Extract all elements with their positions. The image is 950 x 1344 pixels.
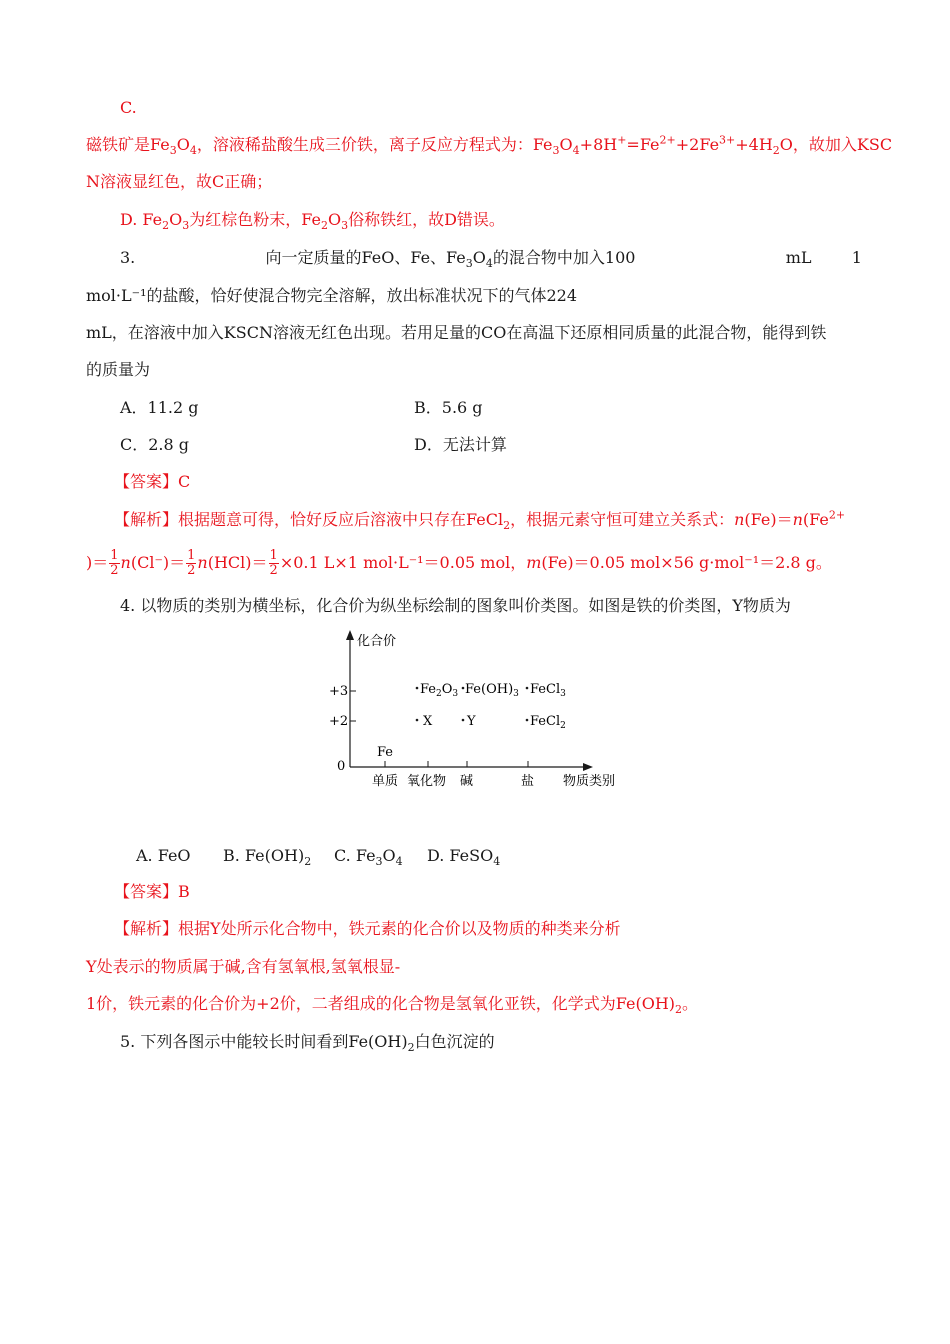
q3-option-b: B．5.6 g [414, 398, 483, 417]
iron-valence-chart [325, 625, 625, 800]
x-tick-label: 单质 [372, 774, 399, 789]
q3-stem-line4: 的质量为 [86, 360, 151, 379]
x-axis-label: 物质类别 [563, 774, 616, 789]
point-y: Y [467, 714, 476, 729]
q4-option-a: A. FeO [136, 846, 191, 865]
fraction-half: $\frac{1}{2}$ [110, 548, 119, 578]
point-marker [462, 687, 465, 690]
x-tick-label: 碱 [460, 774, 474, 789]
q2-c-explanation-line2: N溶液显红色，故C正确； [86, 172, 273, 191]
q4-answer: 【答案】B [114, 882, 190, 901]
y-axis-label: 化合价 [357, 634, 397, 649]
q3-number: 3. [120, 248, 136, 267]
q3-explanation-line2: )＝ $\frac{1}{2}$ n(Cl⁻)＝ $\frac{1}{2}$ n(HCl)＝ $\frac{1}{2}$ ×0.1 L×1 mol·L⁻¹＝0.05 mol，m(Fe)＝0.05 mol×56 g·mol⁻¹＝2.8 g。 [86, 548, 832, 578]
point-fecl3: FeCl$_3$ [530, 682, 566, 699]
y-axis-arrow [346, 630, 354, 640]
q3-stem-line1: 3. 向一定质量的FeO、Fe、$Fe_3O_4$的混合物中加入100 mL 1 [120, 248, 862, 271]
point-fecl2: FeCl$_2$ [530, 714, 566, 731]
point-marker [416, 687, 419, 690]
q2-d-explanation: D. $Fe_2O_3$为红棕色粉末，$Fe_2O_3$俗称铁红，故D错误。 [120, 210, 505, 233]
point-marker [416, 719, 419, 722]
q3-option-c: C．2.8 g [120, 435, 190, 454]
q4-option-d: D. FeSO$_4$ [427, 846, 501, 869]
q3-option-d: D．无法计算 [414, 435, 507, 454]
x-axis-arrow [583, 763, 593, 771]
q2-c-label: C. [120, 98, 137, 117]
q4-stem: 4. 以物质的类别为横坐标，化合价为纵坐标绘制的图象叫价类图。如图是铁的价类图，Y物质为 [120, 596, 791, 615]
q5-stem: 5. 下列各图示中能较长时间看到$Fe(OH)_2$白色沉淀的 [120, 1032, 495, 1055]
q2-c-explanation-line1: 磁铁矿是$Fe_3O_4$，溶液稀盐酸生成三价铁，离子反应方程式为：$Fe_3O_4+8H^+=Fe^{2+}+2Fe^{3+}+4H_2O$，故加入KSC [86, 133, 893, 158]
q4-option-c: C. $Fe_3O_4$ [334, 846, 403, 869]
q3-option-a: A．11.2 g [120, 398, 199, 417]
point-x: X [423, 714, 433, 729]
fraction-half: $\frac{1}{2}$ [187, 548, 196, 578]
q4-explanation-line1: 【解析】根据Y处所示化合物中，铁元素的化合价以及物质的种类来分析 [114, 919, 621, 938]
point-marker [526, 719, 529, 722]
y-tick-label: +3 [329, 684, 349, 699]
q3-explanation-line1: 【解析】根据题意可得，恰好反应后溶液中只存在FeCl$_2$，根据元素守恒可建立关系式：$n(Fe)=n(Fe^{2+}$ [114, 508, 846, 533]
point-marker [462, 719, 465, 722]
q4-explanation-line3: 1价，铁元素的化合价为+2价，二者组成的化合物是氢氧化亚铁，化学式为$Fe(OH)_2$。 [86, 994, 699, 1017]
q3-stem-line3: mL，在溶液中加入KSCN溶液无红色出现。若用足量的CO在高温下还原相同质量的此混合物，能得到铁 [86, 323, 827, 342]
q4-explanation-line2: Y处表示的物质属于碱,含有氢氧根,氢氧根显- [86, 957, 401, 976]
point-marker [526, 687, 529, 690]
q3-answer: 【答案】C [114, 472, 191, 491]
y-tick-label: +2 [329, 714, 349, 729]
fraction-half: $\frac{1}{2}$ [269, 548, 278, 578]
q4-option-b: B. $Fe(OH)_2$ [223, 846, 312, 869]
point-fe2o3: $Fe_2O_3$ [420, 682, 459, 699]
q3-stem-line2: mol·L⁻¹的盐酸，恰好使混合物完全溶解，放出标准状况下的气体224 [86, 286, 578, 305]
point-feoh3: $Fe(OH)_3$ [465, 682, 519, 699]
x-tick-label: 氧化物 [407, 774, 447, 789]
y-tick-label: 0 [337, 759, 346, 774]
point-fe: Fe [377, 745, 394, 760]
x-tick-label: 盐 [521, 774, 535, 789]
